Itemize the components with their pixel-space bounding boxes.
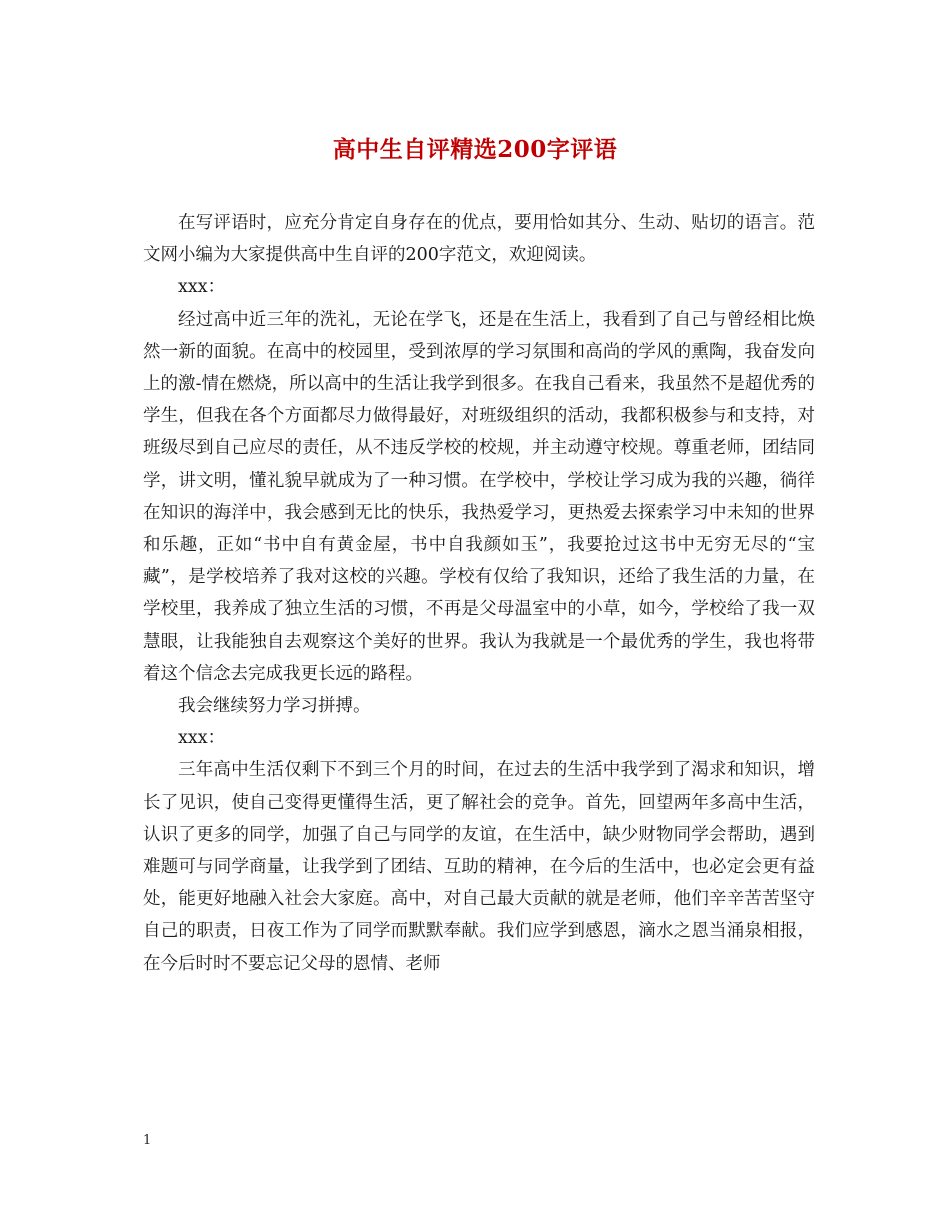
salutation-1: xxx： [178, 277, 226, 298]
salutation-2: xxx： [178, 728, 226, 749]
essay-1-closing: 我会继续努力学习拼搏。 [178, 696, 371, 717]
page-number: 1 [143, 1133, 152, 1148]
document-body [143, 207, 815, 980]
intro-paragraph: 在写评语时，应充分肯定自身存在的优点，要用恰如其分、生动、贴切的语言。范文网小编为大家提供高中生自评的200字范文，欢迎阅读。 [143, 213, 815, 266]
essay-1-paragraph: 经过高中近三年的洗礼，无论在学飞，还是在生活上，我看到了自己与曾经相比焕然一新的面貌。在高中的校园里，受到浓厚的学习氛围和高尚的学风的熏陶，我奋发向上的激-情在燃烧，所以高中的生活让我学到很多。在我自己看来，我虽然不是超优秀的学生，但我在各个方面都尽力做得最好，对班级组织的活动，我都积极参与和支持，对班级尽到自己应尽的责任，从不违反学校的校规，并主动遵守校规。尊重老师，团结同学，讲文明，懂礼貌早就成为了一种习惯。在学校中，学校让学习成为我的兴趣，徜徉在知识的海洋中，我会感到无比的快乐，我热爱学习，更热爱去探索学习中未知的世界和乐趣，正如“书中自有黄金屋，书中自我颜如玉”，我要抢过这书中无穷无尽的“宝藏”，是学校培养了我对这校的兴趣。学校有仅给了我知识，还给了我生活的力量，在学校里，我养成了独立生活的习惯，不再是父母温室中的小草，如今，学校给了我一双慧眼，让我能独自去观察这个美好的世界。我认为我就是一个最优秀的学生，我也将带着这个信念去完成我更长远的路程。 [143, 309, 815, 684]
essay-2-paragraph: 三年高中生活仅剩下不到三个月的时间，在过去的生活中我学到了渴求和知识，增长了见识，使自己变得更懂得生活，更了解社会的竞争。首先，回望两年多高中生活，认识了更多的同学，加强了自己与同学的友谊，在生活中，缺少财物同学会帮助，遇到难题可与同学商量，让我学到了团结、互助的精神，在今后的生活中，也必定会更有益处，能更好地融入社会大家庭。高中，对自己最大贡献的就是老师，他们辛辛苦苦坚守自己的职责，日夜工作为了同学而默默奉献。我们应学到感恩，滴水之恩当涌泉相报，在今后时时不要忘记父母的恩情、老师 [143, 760, 815, 974]
document-title: 高中生自评精选200字评语 [332, 136, 618, 163]
